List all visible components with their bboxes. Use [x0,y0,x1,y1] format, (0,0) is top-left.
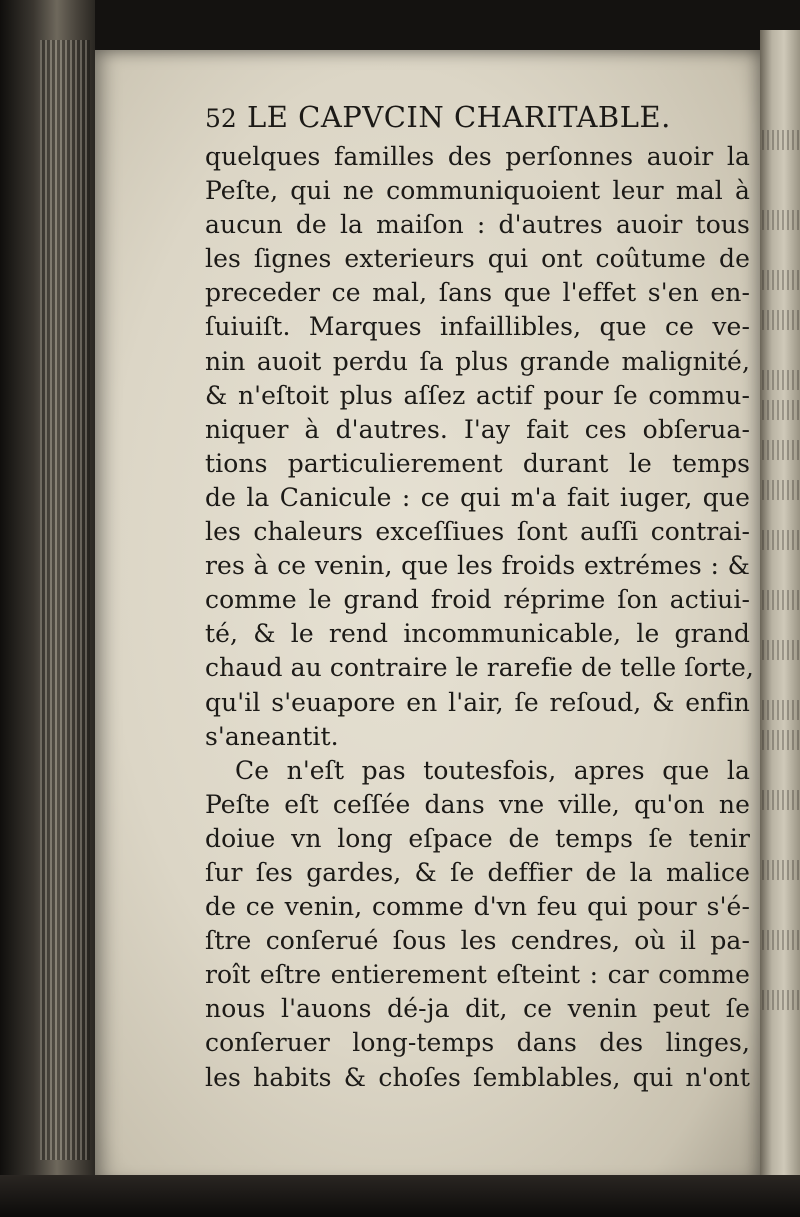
running-title: LE CAPVCIN CHARITABLE. [247,100,671,134]
text-line: les ſignes exterieurs qui ont coûtume de [205,244,750,274]
text-line: quelques familles des perſonnes auoir la [205,142,750,171]
text-line: preceder ce mal, ſans que l'effet s'en en- [205,278,750,308]
text-line: chaud au contraire le rarefie de telle ſorte, [205,653,754,683]
page-text [205,100,754,1095]
text-line: tions particulierement durant le temps [205,448,750,478]
text-line: aucun de la maiſon : d'autres auoir tous [205,210,750,240]
paragraph-end-line: s'aneantit. [205,721,339,751]
text-line: les chaleurs exceſſiues ſont auſſi contrai- [205,517,750,547]
text-line: conſeruer long-temps dans des linges, [205,1028,750,1058]
text-line: doiue vn long eſpace de temps ſe tenir [205,823,750,853]
text-line: niquer à d'autres. I'ay fait ces obſerua- [205,414,750,444]
text-line: res à ce venin, que les froids extrémes : & [205,551,750,581]
text-line: nous l'auons dé-ja dit, ce venin peut ſe [205,994,750,1024]
text-line: ſtre conſerué ſous les cendres, où il pa- [205,926,750,956]
text-line: nin auoit perdu ſa plus grande malignité, [205,346,750,376]
text-line: de ce venin, comme d'vn feu qui pour s'é- [205,892,750,922]
text-line: ſuiuiſt. Marques infaillibles, que ce ve- [205,312,750,342]
running-header [205,100,750,136]
text-line: Peſte, qui ne communiquoient leur mal à [205,176,750,206]
page-number: 52 [205,104,237,133]
text-line: & n'eſtoit plus aſſez actif pour ſe commu- [205,380,750,410]
text-line: qu'il s'euapore en l'air, ſe reſoud, & enfin [205,687,750,717]
paragraph-start-line: Ce n'eſt pas toutesfois, apres que la [235,755,750,785]
text-line: té, & le rend incommunicable, le grand [205,619,750,649]
text-line: les habits & choſes ſemblables, qui n'ont [205,1062,750,1092]
facing-page-edge [760,30,800,1190]
scan-bottom-edge [0,1175,800,1217]
text-line: comme le grand froid réprime ſon actiui- [205,585,750,615]
text-line: roît eſtre entierement eſteint : car comme [205,960,750,990]
text-line: de la Canicule : ce qui m'a fait iuger, que [205,482,750,512]
scan-left-edge [0,0,95,1217]
page-stack-edges [40,40,90,1160]
text-line: Peſte eſt ceſſée dans vne ville, qu'on ne [205,789,750,819]
text-line: ſur ſes gardes, & ſe deffier de la malice [205,857,750,887]
